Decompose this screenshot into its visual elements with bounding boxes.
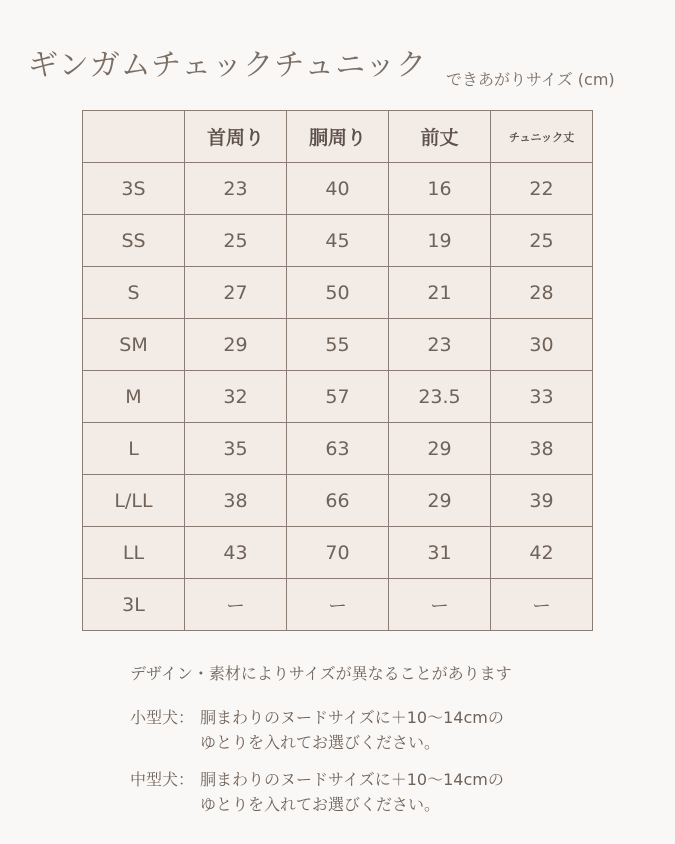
cell-tunic-length: 30 bbox=[491, 319, 593, 371]
cell-front-length: 23.5 bbox=[389, 371, 491, 423]
cell-front-length: 21 bbox=[389, 267, 491, 319]
small-dog-line1: 胴まわりのヌードサイズに＋10〜14cmの bbox=[200, 708, 504, 727]
table-row bbox=[83, 319, 593, 371]
medium-dog-line1: 胴まわりのヌードサイズに＋10〜14cmの bbox=[200, 770, 504, 789]
cell-neck: 38 bbox=[185, 475, 287, 527]
cell-size: LL bbox=[83, 527, 185, 579]
table-row bbox=[83, 215, 593, 267]
header-tunic-length: チュニック丈 bbox=[491, 111, 593, 163]
cell-neck: 32 bbox=[185, 371, 287, 423]
page-title: ギンガムチェックチュニック bbox=[28, 48, 428, 83]
cell-tunic-length: 28 bbox=[491, 267, 593, 319]
medium-dog-label: 中型犬： bbox=[130, 770, 195, 789]
cell-front-length: ー bbox=[389, 579, 491, 631]
small-dog-line2: ゆとりを入れてお選びください。 bbox=[200, 733, 441, 752]
medium-dog-note bbox=[130, 767, 504, 817]
header-chest: 胴周り bbox=[287, 111, 389, 163]
table-row bbox=[83, 527, 593, 579]
cell-chest: 40 bbox=[287, 163, 389, 215]
header-neck: 首周り bbox=[185, 111, 287, 163]
cell-tunic-length: 25 bbox=[491, 215, 593, 267]
cell-size: 3S bbox=[83, 163, 185, 215]
medium-dog-line2: ゆとりを入れてお選びください。 bbox=[200, 795, 441, 814]
cell-neck: 43 bbox=[185, 527, 287, 579]
table-header-row bbox=[83, 111, 593, 163]
disclaimer-text: デザイン・素材によりサイズが異なることがあります bbox=[130, 664, 512, 683]
cell-chest: ー bbox=[287, 579, 389, 631]
cell-neck: 29 bbox=[185, 319, 287, 371]
cell-neck: 27 bbox=[185, 267, 287, 319]
cell-size: L/LL bbox=[83, 475, 185, 527]
table-row bbox=[83, 267, 593, 319]
table-row bbox=[83, 475, 593, 527]
cell-size: S bbox=[83, 267, 185, 319]
table-row bbox=[83, 371, 593, 423]
cell-tunic-length: 42 bbox=[491, 527, 593, 579]
cell-size: L bbox=[83, 423, 185, 475]
cell-front-length: 19 bbox=[389, 215, 491, 267]
cell-size: SM bbox=[83, 319, 185, 371]
cell-neck: 35 bbox=[185, 423, 287, 475]
cell-front-length: 29 bbox=[389, 423, 491, 475]
size-table bbox=[82, 110, 593, 631]
table-row bbox=[83, 423, 593, 475]
cell-size: SS bbox=[83, 215, 185, 267]
table-row bbox=[83, 163, 593, 215]
cell-chest: 45 bbox=[287, 215, 389, 267]
cell-front-length: 16 bbox=[389, 163, 491, 215]
cell-front-length: 31 bbox=[389, 527, 491, 579]
notes bbox=[130, 662, 512, 686]
cell-chest: 63 bbox=[287, 423, 389, 475]
cell-chest: 66 bbox=[287, 475, 389, 527]
cell-tunic-length: 39 bbox=[491, 475, 593, 527]
cell-chest: 70 bbox=[287, 527, 389, 579]
cell-front-length: 29 bbox=[389, 475, 491, 527]
cell-tunic-length: 33 bbox=[491, 371, 593, 423]
cell-size: 3L bbox=[83, 579, 185, 631]
cell-tunic-length: 22 bbox=[491, 163, 593, 215]
cell-chest: 57 bbox=[287, 371, 389, 423]
small-dog-label: 小型犬： bbox=[130, 708, 195, 727]
page-subtitle: できあがりサイズ (cm) bbox=[446, 70, 615, 89]
cell-front-length: 23 bbox=[389, 319, 491, 371]
cell-tunic-length: 38 bbox=[491, 423, 593, 475]
cell-size: M bbox=[83, 371, 185, 423]
cell-chest: 55 bbox=[287, 319, 389, 371]
header-front-length: 前丈 bbox=[389, 111, 491, 163]
header-size bbox=[83, 111, 185, 163]
cell-chest: 50 bbox=[287, 267, 389, 319]
cell-neck: ー bbox=[185, 579, 287, 631]
cell-neck: 23 bbox=[185, 163, 287, 215]
small-dog-note bbox=[130, 705, 504, 755]
cell-tunic-length: ー bbox=[491, 579, 593, 631]
cell-neck: 25 bbox=[185, 215, 287, 267]
table-row bbox=[83, 579, 593, 631]
